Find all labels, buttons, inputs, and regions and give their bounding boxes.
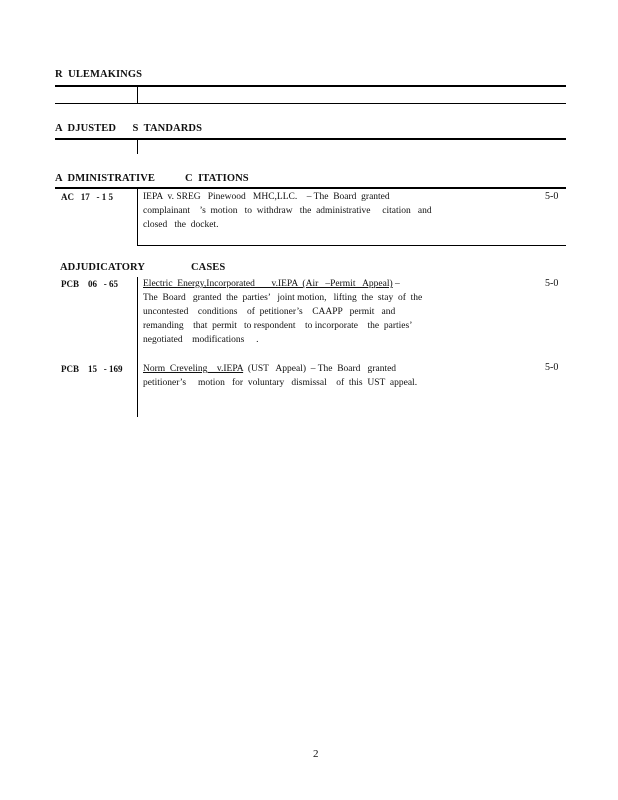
- administrative-citations-bottom-rule: [137, 245, 566, 246]
- case-description: [143, 190, 432, 232]
- case-title-tail: (UST Appeal) – The Board granted: [243, 364, 397, 374]
- description-line: remanding that permit to respondent to incorporate the parties’: [143, 321, 413, 331]
- description-line: uncontested conditions of petitioner’s CAAPP permit and: [143, 307, 396, 317]
- vote-count: 5-0: [545, 362, 559, 373]
- description-line: negotiated modifications .: [143, 335, 259, 345]
- administrative-citations-column-divider: [137, 189, 138, 245]
- case-number: PCB 06 - 65: [61, 279, 118, 289]
- adjusted-standards-top-rule: [55, 138, 566, 140]
- description-line: The Board granted the parties’ joint motion, lifting the stay of the: [143, 293, 423, 303]
- case-title-tail: –: [392, 279, 400, 289]
- case-description: [143, 277, 422, 347]
- administrative-citations-heading: A DMINISTRATIVE C ITATIONS: [55, 173, 249, 184]
- vote-count: 5-0: [545, 191, 559, 202]
- page-number: 2: [313, 748, 319, 760]
- adjusted-standards-heading: A DJUSTED S TANDARDS: [55, 123, 203, 134]
- adjusted-standards-column-divider: [137, 140, 138, 154]
- case-description: [143, 362, 417, 390]
- description-line: IEPA v. SREG Pinewood MHC,LLC. – The Board granted: [143, 192, 390, 202]
- case-title-line: [143, 362, 417, 376]
- case-title-link[interactable]: Electric Energy,Incorporated v.IEPA (Air –Permit Appeal): [143, 279, 393, 289]
- case-title-link[interactable]: Norm Creveling v.IEPA: [143, 364, 244, 374]
- administrative-citations-top-rule: [55, 187, 566, 189]
- description-line: complainant ’s motion to withdraw the administrative citation and: [143, 206, 432, 216]
- rulemakings-column-divider: [137, 87, 138, 103]
- rulemakings-bottom-rule: [55, 103, 566, 104]
- vote-count: 5-0: [545, 278, 559, 289]
- case-number: AC 17 - 1 5: [61, 192, 113, 202]
- case-number: PCB 15 - 169: [61, 364, 123, 374]
- rulemakings-heading: R ULEMAKINGS: [55, 69, 143, 80]
- rulemakings-top-rule: [55, 85, 566, 87]
- case-title-line: [143, 277, 422, 291]
- adjudicatory-cases-column-divider: [137, 277, 138, 417]
- description-line: petitioner’s motion for voluntary dismissal of this UST appeal.: [143, 378, 418, 388]
- description-line: closed the docket.: [143, 220, 219, 230]
- adjudicatory-cases-heading: ADJUDICATORY CASES: [60, 262, 226, 273]
